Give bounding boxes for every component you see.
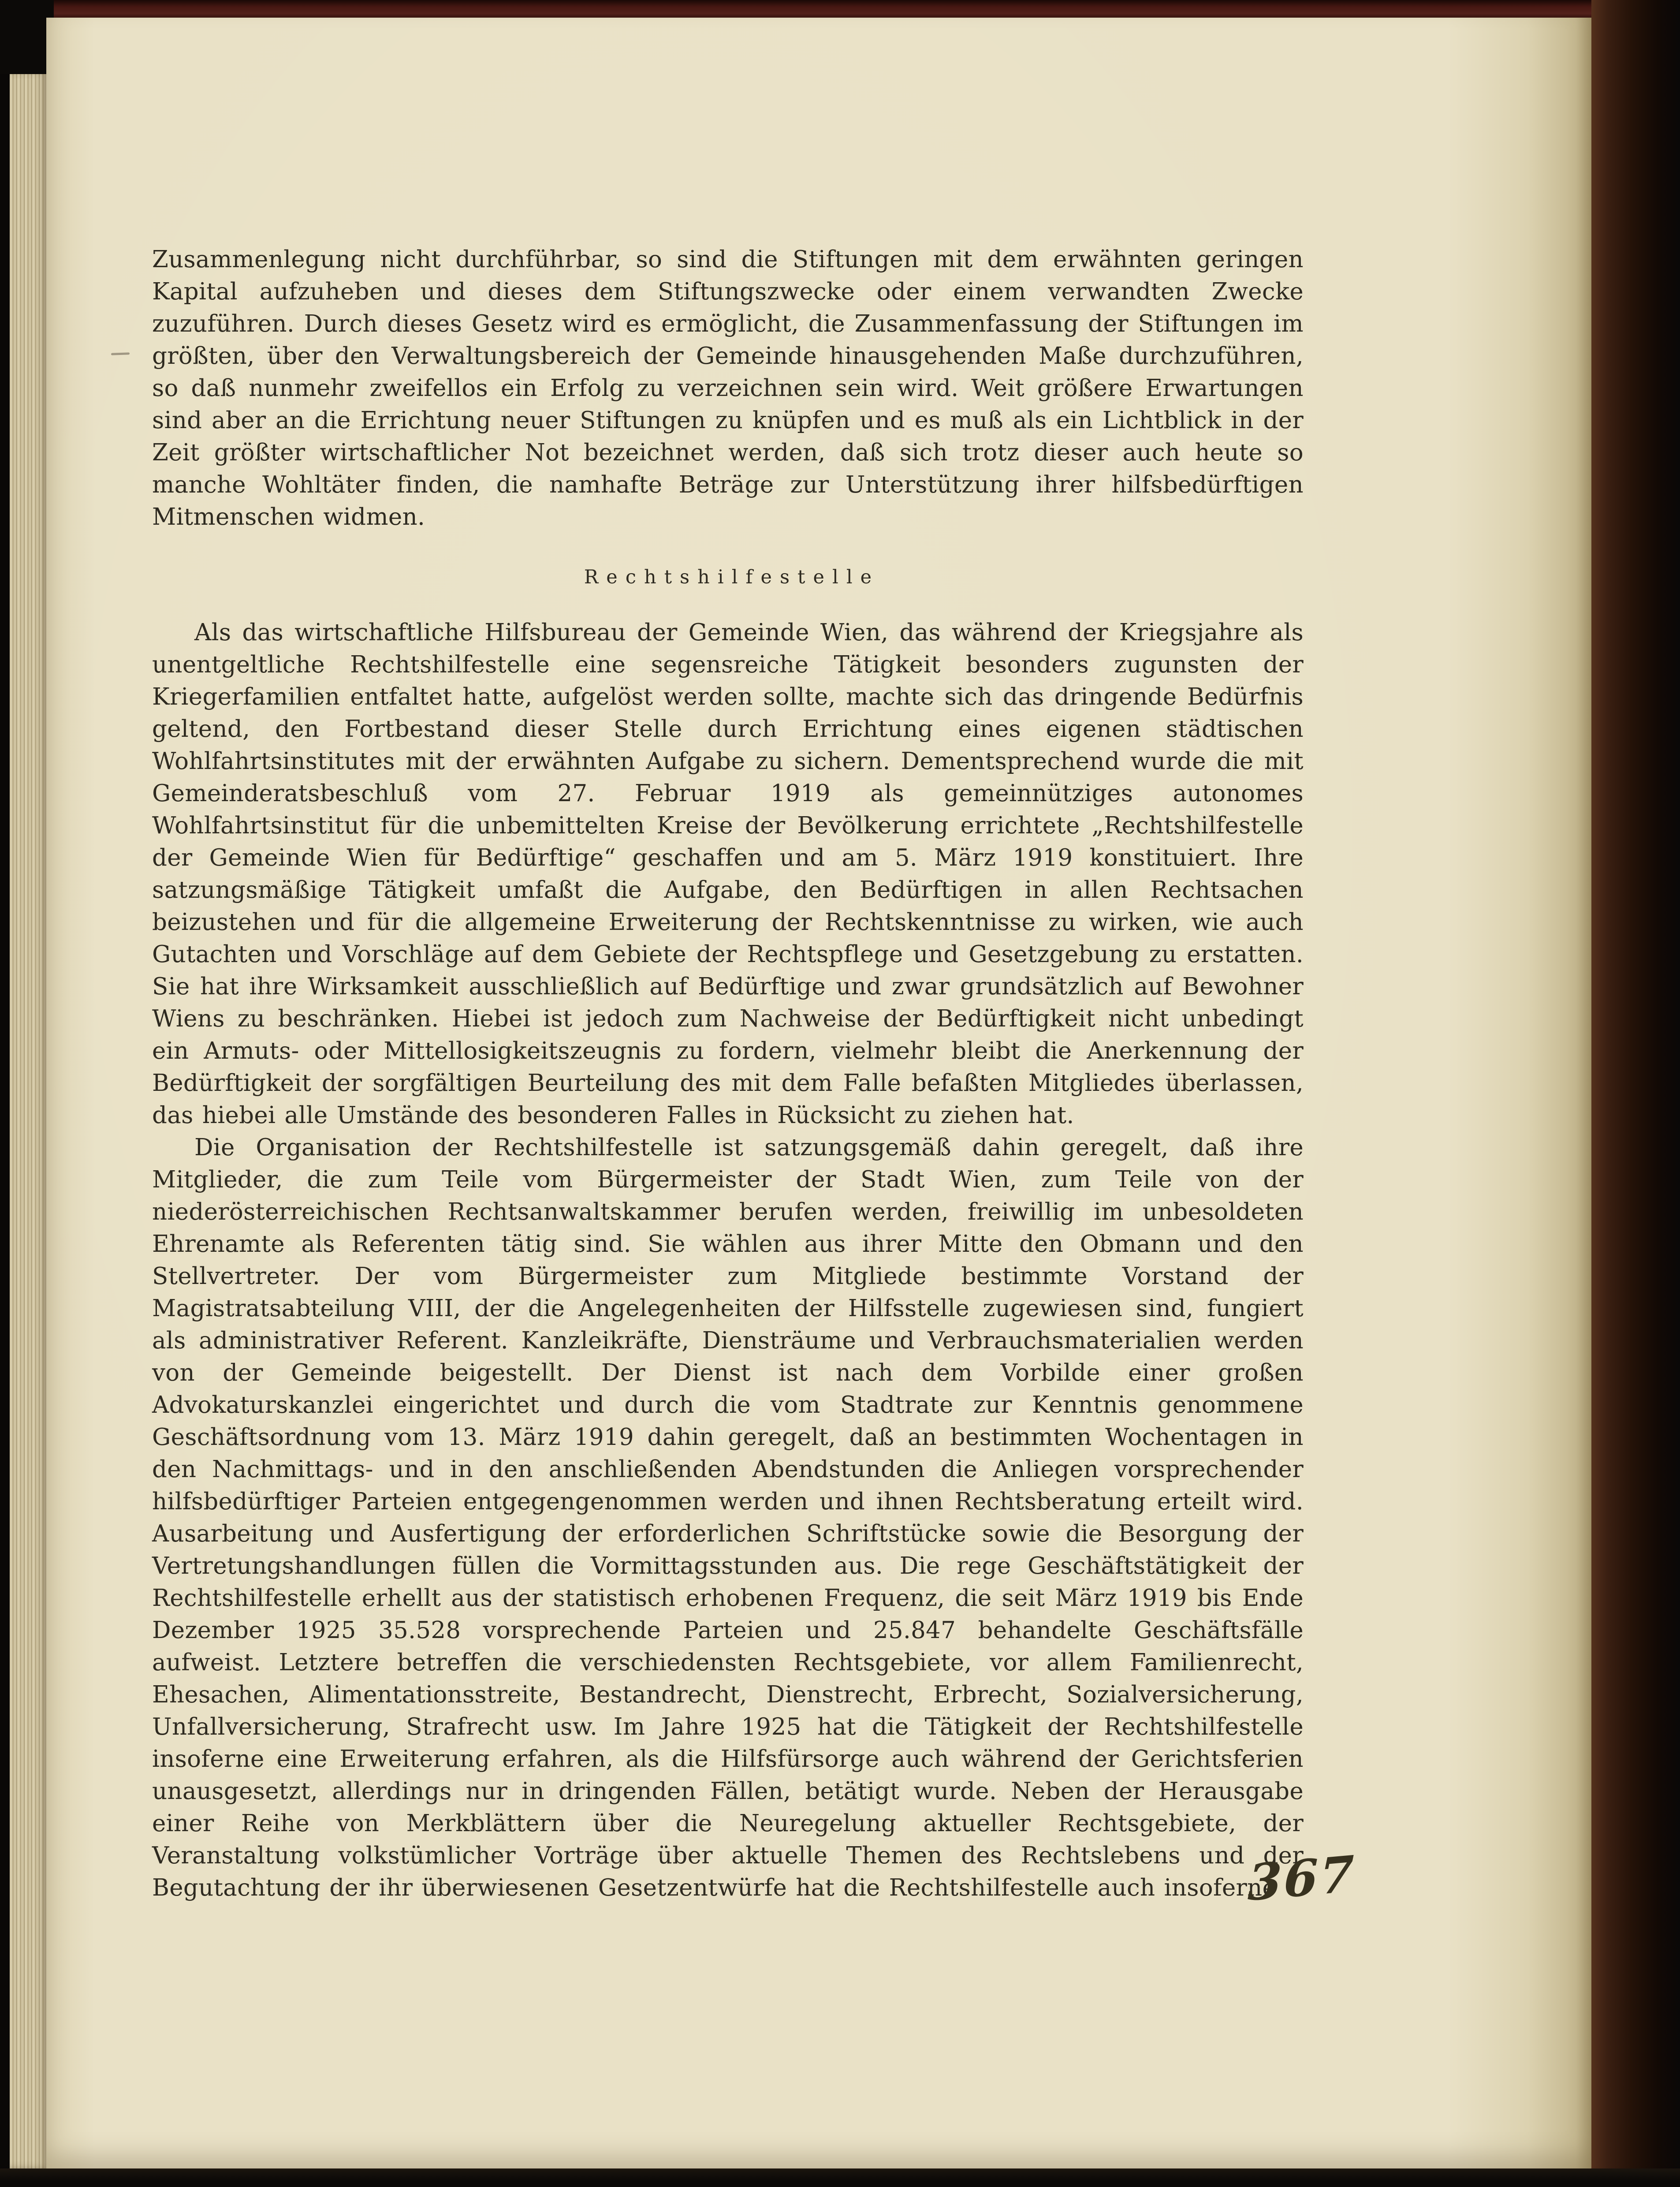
page-stack-left-edge xyxy=(10,71,50,2169)
paragraph: Als das wirtschaftliche Hilfsbureau der Gemeinde Wien, das während der Kriegsjahre als unentgeltliche Rechtshilfestelle eine segensreiche Tätigkeit besonders zugunsten der Kriegerfamilien entfaltet hatte, aufgelöst werden sollte, machte sich das dringende Bedürfnis geltend, den Fortbestand dieser Stelle durch Errichtung eines eigenen städtischen Wohlfahrtsinstitutes mit der erwähnten Aufgabe zu sichern. Dementsprechend wurde die mit Gemeinderatsbeschluß vom 27. Februar 1919 als gemeinnütziges autonomes Wohlfahrtsinstitut für die unbemittelten Kreise der Bevölkerung errichtete „Rechtshilfestelle der Gemeinde Wien für Bedürftige“ geschaffen und am 5. März 1919 konstituiert. Ihre satzungsmäßige Tätigkeit umfaßt die Aufgabe, den Bedürftigen in allen Rechtsachen beizustehen und für die allgemeine Erweiterung der Rechtskenntnisse zu wirken, wie auch Gutachten und Vorschläge auf dem Gebiete der Rechtspflege und Gesetzgebung zu erstatten. Sie hat ihre Wirksamkeit ausschließlich auf Bedürftige und zwar grundsätzlich auf Bewohner Wiens zu beschränken. Hiebei ist jedoch zum Nachweise der Bedürftigkeit nicht unbedingt ein Armuts- oder Mittellosigkeitszeugnis zu fordern, vielmehr bleibt die Anerkennung der Bedürftigkeit der sorgfältigen Beurteilung des mit dem Falle befaßten Mitgliedes überlassen, das hiebei alle Umstände des besonderen Falles in Rücksicht zu ziehen hat. xyxy=(152,619,1304,1129)
book-cover-right-binding xyxy=(1591,0,1680,2187)
paragraph-continuation: Zusammenlegung nicht durchführbar, so sind die Stiftungen mit dem erwähnten geringen Kapital aufzuheben und dieses dem Stiftungszwecke oder einem verwandten Zwecke zuzuführen. Durch dieses Gesetz wird es ermöglicht, die Zusammenfassung der Stiftungen im größten, über den Verwaltungsbereich der Gemeinde hinausgehenden Maße durchzuführen, so daß nunmehr zweifellos ein Erfolg zu verzeichnen sein wird. Weit größere Erwartungen sind aber an die Errichtung neuer Stiftungen zu knüpfen und es muß als ein Lichtblick in der Zeit größter wirtschaftlicher Not bezeichnet werden, daß sich trotz dieser auch heute so manche Wohltäter finden, die namhafte Beträge zur Unterstützung ihrer hilfsbedürftigen Mitmenschen widmen. xyxy=(152,246,1304,530)
book-cover-top-edge xyxy=(42,0,1598,19)
section-heading: Rechtshilfestelle xyxy=(584,566,880,588)
page-number: 367 xyxy=(1247,1844,1356,1913)
page-text-column xyxy=(152,243,1304,1904)
scan-background-bottom xyxy=(0,2168,1680,2187)
scan-background-corner xyxy=(0,0,54,74)
paragraph: Die Organisation der Rechtshilfestelle ist satzungsgemäß dahin geregelt, daß ihre Mitglieder, die zum Teile vom Bürgermeister der Stadt Wien, zum Teile von der niederösterreichischen Rechtsanwaltskammer berufen werden, freiwillig im unbesoldeten Ehrenamte als Referenten tätig sind. Sie wählen aus ihrer Mitte den Obmann und den Stellvertreter. Der vom Bürgermeister zum Mitgliede bestimmte Vorstand der Magistratsabteilung VIII, der die Angelegenheiten der Hilfsstelle zugewiesen sind, fungiert als administrativer Referent. Kanzleikräfte, Diensträume und Verbrauchsmaterialien werden von der Gemeinde beigestellt. Der Dienst ist nach dem Vorbilde einer großen Advokaturskanzlei eingerichtet und durch die vom Stadtrate zur Kenntnis genommene Geschäftsordnung vom 13. März 1919 dahin geregelt, daß an bestimmten Wochentagen in den Nachmittags- und in den anschließenden Abendstunden die Anliegen vorsprechender hilfsbedürftiger Parteien entgegengenommen werden und ihnen Rechtsberatung erteilt wird. Ausarbeitung und Ausfertigung der erforderlichen Schriftstücke sowie die Besorgung der Vertretungshandlungen füllen die Vormittagsstunden aus. Die rege Geschäftstätigkeit der Rechtshilfestelle erhellt aus der statistisch erhobenen Frequenz, die seit März 1919 bis Ende Dezember 1925 35.528 vorsprechende Parteien und 25.847 behandelte Geschäftsfälle aufweist. Letztere betreffen die verschiedensten Rechtsgebiete, vor allem Familienrecht, Ehesachen, Alimentationsstreite, Bestandrecht, Dienstrecht, Erbrecht, Sozialversicherung, Unfallversicherung, Strafrecht usw. Im Jahre 1925 hat die Tätigkeit der Rechtshilfestelle insoferne eine Erweiterung erfahren, als die Hilfsfürsorge auch während der Gerichtsferien unausgesetzt, allerdings nur in dringenden Fällen, betätigt wurde. Neben der Herausgabe einer Reihe von Merkblättern über die Neuregelung aktueller Rechtsgebiete, der Veranstaltung volkstümlicher Vorträge über aktuelle Themen des Rechtslebens und der Begutachtung der ihr überwiesenen Gesetzentwürfe hat die Rechtshilfestelle auch insoferne xyxy=(152,1134,1304,1901)
